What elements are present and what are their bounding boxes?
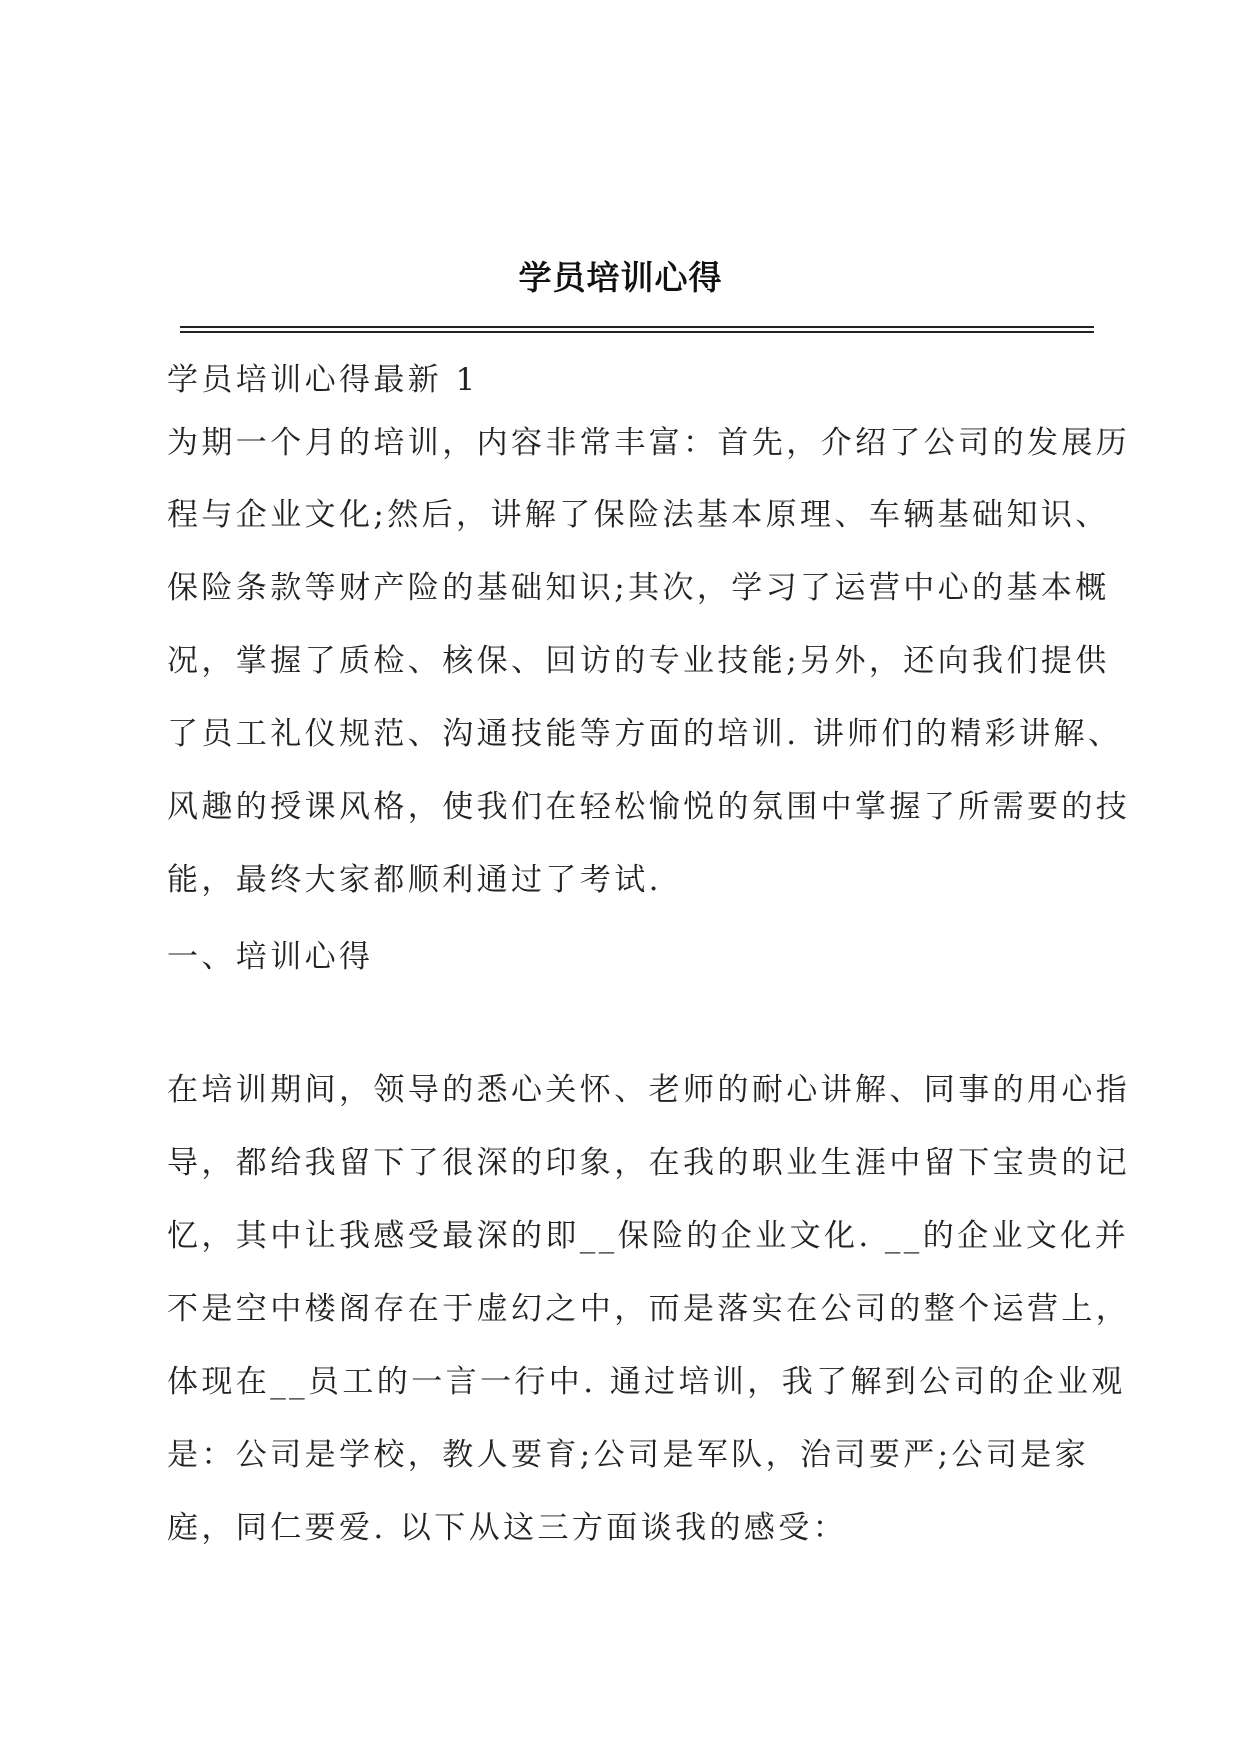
paragraph-line: 是：公司是学校，教人要育;公司是军队，治司要严;公司是家 [167, 1437, 1090, 1473]
document-title: 学员培训心得 [518, 258, 723, 297]
paragraph-line: 忆，其中让我感受最深的即__保险的企业文化. __的企业文化并 [167, 1218, 1130, 1254]
section2-heading-text: 一、培训心得 [167, 939, 374, 975]
paragraph-line: 况，掌握了质检、核保、回访的专业技能;另外，还向我们提供 [167, 643, 1110, 679]
paragraph-line: 庭，同仁要爱. 以下从这三方面谈我的感受： [167, 1510, 848, 1546]
paragraph-line: 在培训期间，领导的悉心关怀、老师的耐心讲解、同事的用心指 [167, 1072, 1131, 1108]
paragraph-line: 为期一个月的培训，内容非常丰富：首先，介绍了公司的发展历 [167, 425, 1131, 461]
paragraph-line: 不是空中楼阁存在于虚幻之中，而是落实在公司的整个运营上， [167, 1291, 1131, 1327]
paragraph-line: 了员工礼仪规范、沟通技能等方面的培训. 讲师们的精彩讲解、 [167, 716, 1123, 752]
paragraph-line: 程与企业文化;然后，讲解了保险法基本原理、车辆基础知识、 [167, 497, 1110, 533]
title-divider-top [180, 326, 1094, 328]
title-divider-bottom [180, 331, 1094, 333]
section1-heading [167, 362, 1097, 398]
paragraph-line: 风趣的授课风格，使我们在轻松愉悦的氛围中掌握了所需要的技 [167, 789, 1131, 825]
paragraph-line: 保险条款等财产险的基础知识;其次，学习了运营中心的基本概 [167, 570, 1110, 606]
paragraph-line: 导，都给我留下了很深的印象，在我的职业生涯中留下宝贵的记 [167, 1145, 1131, 1181]
section1-heading-text: 学员培训心得最新 1 [167, 362, 479, 398]
paragraph-line: 体现在__员工的一言一行中. 通过培训，我了解到公司的企业观 [167, 1364, 1126, 1400]
paragraph-line: 能，最终大家都顺利通过了考试. [167, 862, 662, 898]
section2-heading [167, 939, 1097, 975]
